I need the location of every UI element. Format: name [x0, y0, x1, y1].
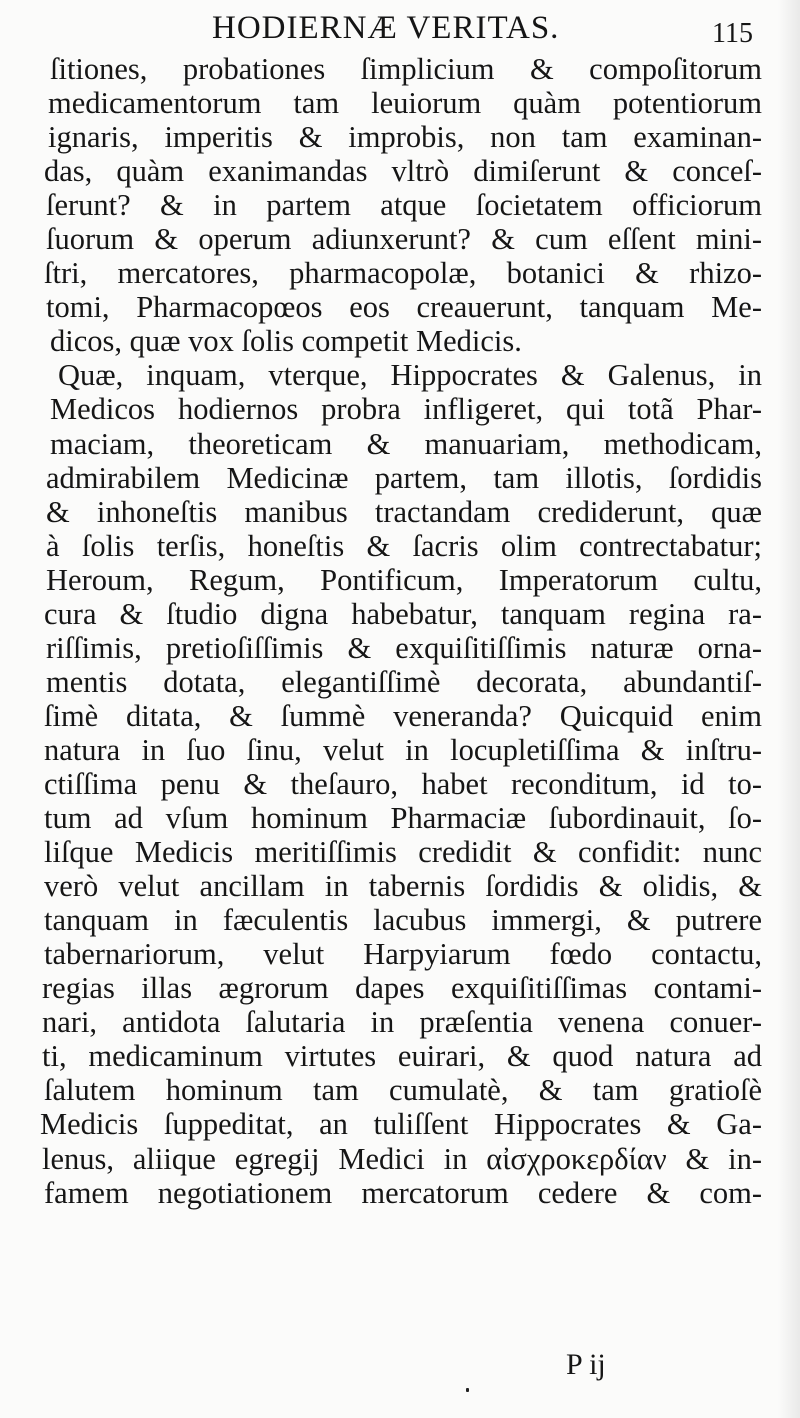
text-line: dicos, quæ vox ſolis competit Medicis.: [50, 324, 522, 359]
text-line: ſalutem hominum tam cumulatè, & tam gratioſè: [44, 1073, 762, 1108]
text-line: lenus, aliique egregij Medici in αἰσχροκερδίαν & in-: [42, 1141, 762, 1176]
text-line: à ſolis terſis, honeſtis & ſacris olim contrectabatur;: [46, 528, 762, 563]
page-gutter-shadow: [778, 0, 800, 1418]
text-line: natura in ſuo ſinu, velut in locupletiſſima & inſtru-: [44, 732, 762, 767]
running-head-title: HODIERNÆ VERITAS.: [212, 10, 560, 46]
text-line: Medicis ſuppeditat, an tuliſſent Hippocrates & Ga-: [40, 1107, 762, 1142]
running-head: [0, 6, 800, 50]
text-line: famem negotiationem mercatorum cedere & com-: [44, 1175, 762, 1210]
text-line: mentis dotata, elegantiſſimè decorata, abundantiſ-: [46, 664, 762, 699]
text-line: nari, antidota ſalutaria in præſentia venena conuer-: [42, 1005, 762, 1040]
text-line: ignaris, imperitis & improbis, non tam examinan-: [48, 120, 762, 155]
text-line: Medicos hodiernos probra infligeret, qui totã Phar-: [50, 392, 762, 427]
text-line: ſitiones, probationes ſimplicium & compoſitorum: [50, 52, 762, 86]
text-line: verò velut ancillam in tabernis ſordidis & olidis, &: [44, 869, 762, 904]
text-line: medicamentorum tam leuiorum quàm potentiorum: [48, 86, 762, 121]
text-line: ſimè ditata, & ſummè veneranda? Quicquid enim: [44, 698, 762, 733]
text-line: riſſimis, pretioſiſſimis & exquiſitiſſimis naturæ orna-: [46, 630, 762, 665]
text-line: ſtri, mercatores, pharmacopolæ, botanici & rhizo-: [44, 256, 762, 291]
text-line: ctiſſima penu & theſauro, habet reconditum, id to-: [44, 766, 762, 801]
text-line: tabernariorum, velut Harpyiarum fœdo contactu,: [44, 937, 762, 972]
text-line: liſque Medicis meritiſſimis credidit & confidit: nunc: [44, 835, 762, 870]
text-line: Quæ, inquam, vterque, Hippocrates & Galenus, in: [58, 358, 762, 393]
text-line: ti, medicaminum virtutes euirari, & quod natura ad: [42, 1039, 762, 1074]
ink-speck: [466, 1388, 469, 1392]
text-line: ſuorum & operum adiunxerunt? & cum eſſent mini-: [46, 222, 762, 257]
text-line: admirabilem Medicinæ partem, tam illotis, ſordidis: [46, 460, 762, 495]
text-line: tum ad vſum hominum Pharmaciæ ſubordinauit, ſo-: [44, 801, 762, 836]
text-line: tomi, Pharmacopœos eos creauerunt, tanquam Me-: [46, 290, 762, 325]
text-line: tanquam in fæculentis lacubus immergi, & putrere: [44, 903, 762, 938]
text-line: Heroum, Regum, Pontificum, Imperatorum cultu,: [46, 562, 762, 597]
text-line: maciam, theoreticam & manuariam, methodicam,: [50, 426, 762, 461]
text-line: cura & ſtudio digna habebatur, tanquam regina ra-: [44, 596, 762, 631]
body-text: [0, 52, 800, 1210]
text-line: & inhoneſtis manibus tractandam crediderunt, quæ: [46, 494, 762, 529]
page-number: 115: [712, 18, 753, 49]
text-line: ſerunt? & in partem atque ſocietatem officiorum: [46, 188, 762, 223]
text-line: regias illas ægrorum dapes exquiſitiſſimas contami-: [42, 971, 762, 1006]
signature-mark: P ij: [566, 1348, 606, 1381]
text-line: das, quàm exanimandas vltrò dimiſerunt & conceſ-: [44, 154, 762, 189]
